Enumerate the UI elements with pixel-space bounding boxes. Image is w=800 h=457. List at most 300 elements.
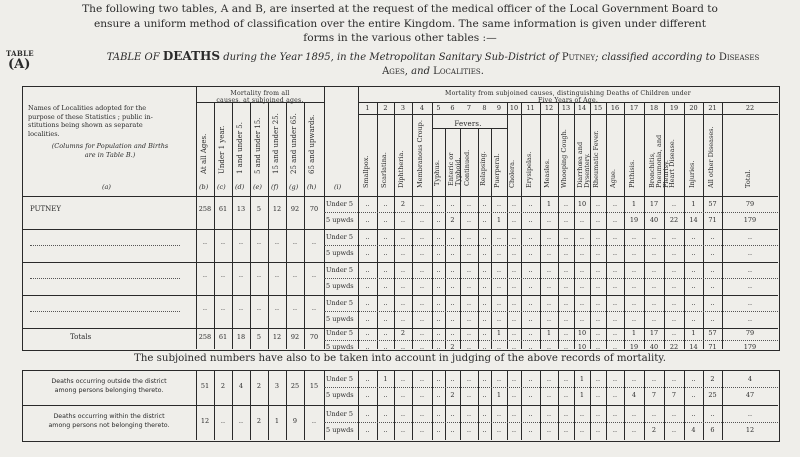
cause-col-number: 15: [593, 104, 603, 112]
row-name-line-2: among persons belonging thereto.: [54, 386, 164, 394]
upwards-5-value: ..: [400, 343, 406, 351]
names-note-2: are in Table B.): [84, 150, 136, 159]
upwards-5-value: ..: [631, 426, 637, 434]
under-5-value: ..: [400, 299, 406, 307]
under-5-value: 1: [691, 200, 696, 208]
upwards-5-value: ..: [511, 282, 517, 290]
upwards-5-label: 5 upwds: [326, 216, 354, 224]
upwards-5-value: 71: [708, 216, 717, 224]
upwards-5-value: 179: [743, 216, 757, 224]
under-5-label: Under 5: [326, 233, 353, 241]
upwards-5-value: ..: [579, 426, 585, 434]
age-value: 1: [274, 417, 280, 425]
under-5-value: ..: [496, 266, 502, 274]
under-5-value: ..: [528, 299, 533, 307]
upwards-5-value: ..: [511, 249, 517, 257]
under-5-value: ..: [563, 200, 569, 208]
upwards-5-value: ..: [365, 216, 370, 224]
under-5-value: ..: [691, 266, 696, 274]
upwards-5-value: 2: [450, 343, 455, 351]
names-header: [28, 104, 192, 159]
under-5-value: ..: [511, 375, 517, 383]
under-5-value: ..: [450, 233, 455, 241]
age-value: 12: [272, 333, 282, 341]
upwards-5-value: ..: [482, 426, 487, 434]
under-5-value: ..: [383, 329, 388, 337]
under-5-value: ..: [579, 233, 585, 241]
upwards-5-value: ..: [450, 249, 455, 257]
upwards-5-value: ..: [563, 426, 569, 434]
row-name-line-2: among persons not belonging thereto.: [48, 421, 170, 429]
under-5-value: 57: [708, 329, 717, 337]
age-value: 12: [200, 417, 210, 425]
upwards-5-value: ..: [631, 315, 637, 323]
names-line-1: Names of Localities adopted for the: [28, 104, 147, 112]
cause-col-header: Scarlatina.: [379, 152, 388, 188]
upwards-5-value: ..: [612, 282, 618, 290]
upwards-5-value: 40: [649, 343, 659, 351]
under-5-value: 2: [400, 200, 406, 208]
cause-col-number: 18: [649, 104, 659, 112]
cause-col-number: 3: [400, 104, 406, 112]
upwards-5-value: 19: [629, 343, 639, 351]
age-value: 25: [290, 382, 300, 390]
upwards-5-value: ..: [436, 315, 441, 323]
upwards-5-value: ..: [579, 216, 585, 224]
under-5-value: ..: [365, 266, 370, 274]
under-5-value: ..: [511, 266, 517, 274]
age-value: 70: [309, 205, 319, 213]
under-5-value: 57: [708, 200, 717, 208]
cause-col-number: 2: [383, 104, 388, 112]
age-value: ..: [311, 271, 317, 279]
cause-col-header: Enteric or Typhoid.: [446, 152, 462, 186]
upwards-5-value: ..: [450, 426, 455, 434]
under-5-value: ..: [511, 299, 517, 307]
upwards-5-value: ..: [365, 343, 370, 351]
upwards-5-value: ..: [595, 426, 601, 434]
under-5-value: ..: [496, 233, 502, 241]
age-value: ..: [220, 417, 226, 425]
upwards-5-value: ..: [400, 391, 406, 399]
upwards-5-value: ..: [546, 282, 552, 290]
upwards-5-value: ..: [612, 391, 618, 399]
age-col-letter: (d): [235, 183, 245, 191]
subjoined-note: The subjoined numbers have also to be taken into account in judging of the above records of mortality.: [134, 353, 666, 364]
cause-col-number: 17: [629, 104, 639, 112]
under-5-value: ..: [595, 410, 601, 418]
mortality-all-line-1: Mortality from all: [230, 90, 290, 97]
age-value: ..: [311, 417, 317, 425]
age-value: 92: [290, 333, 300, 341]
under-5-value: ..: [482, 375, 487, 383]
under-5-value: ..: [365, 299, 370, 307]
upwards-5-value: ..: [511, 391, 517, 399]
under-5-value: ..: [436, 375, 441, 383]
under-5-value: ..: [579, 299, 585, 307]
intro-line-2: ensure a uniform method of classification over the entire Kingdom. The same information is given under different: [93, 17, 707, 30]
under-5-value: ..: [436, 410, 441, 418]
under-5-value: 79: [745, 329, 755, 337]
upwards-5-value: ..: [419, 343, 425, 351]
upwards-5-value: ..: [579, 282, 585, 290]
under-5-value: ..: [563, 410, 569, 418]
upwards-5-value: ..: [383, 282, 388, 290]
upwards-5-value: 2: [450, 216, 455, 224]
title-diseases: Diseases: [718, 52, 760, 63]
upwards-5-value: ..: [511, 216, 517, 224]
cause-col-number: 6: [450, 104, 455, 112]
names-note-1: (Columns for Population and Births: [51, 142, 169, 150]
upwards-5-value: 7: [651, 391, 657, 399]
under-5-value: 1: [691, 329, 696, 337]
under-5-value: ..: [595, 266, 601, 274]
upwards-5-value: 1: [579, 391, 585, 399]
age-value: 12: [272, 205, 282, 213]
upwards-5-value: ..: [528, 426, 533, 434]
cause-col-number: 19: [669, 104, 679, 112]
upwards-5-value: ..: [546, 249, 552, 257]
under-5-value: ..: [671, 410, 677, 418]
age-value: ..: [238, 238, 244, 246]
names-line-3: stitutions being shown as separate: [28, 121, 143, 129]
under-5-value: ..: [450, 329, 455, 337]
under-5-value: ..: [612, 200, 618, 208]
upwards-5-value: ..: [496, 426, 502, 434]
upwards-5-value: ..: [365, 391, 370, 399]
cause-col-header: Diphtheria.: [397, 150, 405, 188]
upwards-5-value: ..: [579, 249, 585, 257]
under-5-value: ..: [383, 233, 388, 241]
upwards-5-value: ..: [383, 426, 388, 434]
under-5-value: ..: [482, 233, 487, 241]
under-5-value: ..: [466, 410, 472, 418]
cause-col-header: Puerperal.: [493, 153, 501, 188]
upwards-5-value: 71: [708, 343, 717, 351]
age-value: 258: [198, 333, 212, 341]
under-5-value: ..: [482, 200, 487, 208]
under-5-label: Under 5: [326, 200, 353, 208]
age-value: ..: [238, 417, 244, 425]
upwards-5-value: ..: [528, 315, 533, 323]
upwards-5-value: ..: [365, 426, 370, 434]
under-5-value: ..: [691, 410, 696, 418]
under-5-value: ..: [496, 410, 502, 418]
under-5-value: 17: [649, 329, 659, 337]
upwards-5-value: ..: [691, 391, 696, 399]
under-5-value: ..: [450, 200, 455, 208]
cause-col-number: 10: [509, 104, 519, 112]
under-5-value: ..: [631, 266, 637, 274]
mortality-sub-header: [358, 90, 778, 104]
under-5-value: ..: [466, 233, 472, 241]
upwards-5-label: 5 upwds: [326, 426, 354, 434]
under-5-value: ..: [691, 299, 696, 307]
under-5-value: ..: [631, 410, 637, 418]
upwards-5-value: ..: [400, 216, 406, 224]
upwards-5-value: ..: [651, 282, 657, 290]
under-5-value: ..: [651, 266, 657, 274]
upwards-5-value: ..: [419, 282, 425, 290]
under-5-value: ..: [528, 375, 533, 383]
upwards-5-value: ..: [563, 315, 569, 323]
upwards-5-value: ..: [419, 391, 425, 399]
under-5-value: ..: [365, 233, 370, 241]
under-5-value: ..: [612, 299, 618, 307]
under-5-value: ..: [511, 200, 517, 208]
under-5-value: ..: [419, 233, 425, 241]
title-localities: Localities.: [433, 66, 484, 77]
upwards-5-value: ..: [466, 426, 472, 434]
under-5-value: 2: [710, 375, 715, 383]
under-5-value: ..: [419, 299, 425, 307]
cause-col-header: Cholera.: [508, 159, 516, 188]
under-5-value: ..: [528, 200, 533, 208]
upwards-5-value: ..: [466, 391, 472, 399]
under-5-value: ..: [671, 299, 677, 307]
age-col-letter: (b): [199, 183, 209, 191]
age-value: 2: [256, 417, 262, 425]
upwards-5-value: ..: [383, 249, 388, 257]
upwards-5-value: ..: [400, 315, 406, 323]
mortality-all-line-2: causes, at subjoined ages.: [216, 97, 304, 104]
upwards-5-value: 22: [669, 216, 679, 224]
upwards-5-value: 4: [691, 426, 696, 434]
under-5-value: ..: [595, 299, 601, 307]
age-value: 3: [274, 382, 280, 390]
cause-col-header: Relapsing.: [478, 151, 487, 186]
under-5-value: ..: [563, 329, 569, 337]
cause-col-header: Ague.: [609, 169, 617, 188]
age-value: 18: [236, 333, 246, 341]
age-value: ..: [292, 271, 298, 279]
upwards-5-value: 2: [450, 391, 455, 399]
under-5-value: ..: [383, 410, 388, 418]
age-value: 61: [218, 205, 228, 213]
age-col-letter: (g): [289, 183, 299, 191]
age-value: 13: [236, 205, 246, 213]
upwards-5-value: 14: [689, 343, 698, 351]
cause-col-header: Whooping Cough.: [560, 129, 568, 188]
under-5-value: ..: [528, 233, 533, 241]
upwards-5-value: ..: [747, 315, 753, 323]
age-value: 2: [256, 382, 262, 390]
outside-row-name: [24, 413, 194, 430]
age-value: 61: [218, 333, 228, 341]
age-col-letter: (h): [307, 183, 317, 191]
under-5-value: ..: [400, 410, 406, 418]
under-5-value: 1: [579, 375, 585, 383]
title-deaths: DEATHS: [162, 49, 220, 63]
under-5-label: Under 5: [326, 329, 353, 337]
under-5-value: ..: [482, 329, 487, 337]
under-5-value: ..: [419, 200, 425, 208]
under-5-value: ..: [365, 375, 370, 383]
upwards-5-value: ..: [466, 249, 472, 257]
upwards-5-value: ..: [436, 282, 441, 290]
upwards-5-value: ..: [563, 249, 569, 257]
cause-col-header: Total.: [744, 169, 752, 188]
under-5-value: ..: [528, 329, 533, 337]
upwards-5-value: 12: [745, 426, 755, 434]
age-value: 92: [290, 205, 300, 213]
under-5-value: ..: [671, 200, 677, 208]
upwards-5-value: ..: [450, 315, 455, 323]
table-title: [88, 49, 778, 79]
upwards-5-value: 1: [496, 391, 502, 399]
upwards-5-value: 40: [649, 216, 659, 224]
under-5-value: ..: [383, 299, 388, 307]
upwards-5-value: ..: [419, 426, 425, 434]
upwards-5-value: ..: [436, 426, 441, 434]
under-5-value: ..: [579, 410, 585, 418]
under-5-value: ..: [710, 266, 715, 274]
cause-col-header: Smallpox.: [361, 155, 370, 188]
age-col-header: At all Ages.: [200, 133, 208, 174]
cause-col-number: 12: [544, 104, 554, 112]
cause-col-header: Typhus.: [432, 160, 441, 186]
table-label: TABLE: [6, 49, 34, 58]
title-ages: Ages,: [382, 66, 408, 77]
cause-col-header: Measles.: [543, 158, 551, 188]
under-5-value: ..: [651, 410, 657, 418]
upwards-5-value: ..: [528, 282, 533, 290]
upwards-5-value: ..: [365, 315, 370, 323]
age-value: ..: [311, 304, 317, 312]
cause-col-number: 13: [561, 104, 571, 112]
cause-col-number: 22: [745, 104, 755, 112]
upwards-5-value: ..: [383, 216, 388, 224]
upwards-5-value: ..: [612, 249, 618, 257]
upwards-5-value: ..: [482, 343, 487, 351]
upwards-5-value: ..: [651, 249, 657, 257]
under-5-value: ..: [400, 375, 406, 383]
under-5-value: ..: [436, 200, 441, 208]
under-5-value: ..: [496, 200, 502, 208]
age-value: ..: [292, 238, 298, 246]
intro-paragraph: [20, 2, 780, 46]
cause-col-header: Bronchitis, Pneumonia, and Pleurisy.: [648, 134, 670, 188]
upwards-5-label: 5 upwds: [326, 315, 354, 323]
under-5-value: ..: [511, 233, 517, 241]
upwards-5-value: ..: [511, 315, 517, 323]
age-value: ..: [202, 304, 208, 312]
under-5-value: ..: [466, 266, 472, 274]
under-5-value: ..: [450, 266, 455, 274]
cause-col-header: Continued.: [463, 149, 471, 186]
under-5-value: ..: [671, 266, 677, 274]
upwards-5-value: ..: [419, 249, 425, 257]
under-5-value: 79: [745, 200, 755, 208]
under-5-value: ..: [482, 410, 487, 418]
upwards-5-value: ..: [595, 216, 601, 224]
upwards-5-value: ..: [691, 315, 696, 323]
upwards-5-value: ..: [400, 282, 406, 290]
under-5-value: ..: [747, 266, 753, 274]
cause-col-header: Membranous Croup.: [416, 120, 424, 188]
cause-col-header: Erysipelas.: [524, 151, 533, 188]
under-5-label: Under 5: [326, 266, 353, 274]
age-value: ..: [202, 271, 208, 279]
under-5-value: ..: [496, 299, 502, 307]
under-5-value: ..: [612, 233, 618, 241]
under-5-value: ..: [365, 329, 370, 337]
age-value: ..: [202, 238, 208, 246]
under-5-value: 4: [747, 375, 753, 383]
upwards-5-value: ..: [511, 426, 517, 434]
age-value: ..: [220, 304, 226, 312]
upwards-5-value: ..: [612, 216, 618, 224]
upwards-5-value: ..: [546, 343, 552, 351]
upwards-5-value: 14: [689, 216, 698, 224]
upwards-5-label: 5 upwds: [326, 249, 354, 257]
under-5-value: 1: [631, 200, 637, 208]
upwards-5-value: ..: [546, 426, 552, 434]
under-5-value: ..: [400, 266, 406, 274]
upwards-5-value: ..: [436, 391, 441, 399]
under-5-value: ..: [546, 410, 552, 418]
age-col-letter: (c): [217, 183, 226, 191]
under-5-value: ..: [466, 375, 472, 383]
under-5-value: ..: [436, 233, 441, 241]
age-value: ..: [274, 304, 280, 312]
under-5-value: ..: [595, 200, 601, 208]
upwards-5-value: ..: [671, 282, 677, 290]
under-5-value: ..: [563, 233, 569, 241]
upwards-5-value: ..: [466, 282, 472, 290]
upwards-5-value: ..: [482, 216, 487, 224]
upwards-5-value: ..: [710, 249, 715, 257]
cause-col-number: 7: [466, 104, 472, 112]
under-5-value: ..: [436, 299, 441, 307]
cause-col-number: 8: [482, 104, 487, 112]
under-5-value: ..: [466, 329, 472, 337]
upwards-5-value: ..: [595, 249, 601, 257]
upwards-5-value: ..: [496, 249, 502, 257]
upwards-5-label: 5 upwds: [326, 391, 354, 399]
under-5-value: ..: [747, 233, 753, 241]
upwards-5-value: ..: [365, 282, 370, 290]
upwards-5-value: ..: [466, 216, 472, 224]
cause-col-header: Injuries.: [687, 160, 696, 188]
under-5-value: 1: [546, 200, 552, 208]
under-5-value: ..: [383, 200, 388, 208]
upwards-5-value: 10: [577, 343, 587, 351]
upwards-5-value: ..: [528, 343, 533, 351]
age-value: 5: [256, 333, 262, 341]
under-5-value: ..: [710, 299, 715, 307]
age-col-header: Under 1 year.: [218, 125, 226, 174]
upwards-5-value: 19: [629, 216, 639, 224]
upwards-5-value: ..: [466, 315, 472, 323]
under-5-value: ..: [436, 329, 441, 337]
under-5-value: ..: [710, 233, 715, 241]
upwards-5-value: ..: [482, 315, 487, 323]
upwards-5-value: ..: [612, 426, 618, 434]
cause-col-number: 11: [526, 104, 535, 112]
under-5-label: Under 5: [326, 375, 353, 383]
upwards-5-value: ..: [710, 282, 715, 290]
upwards-5-value: ..: [595, 282, 601, 290]
under-5-value: 1: [496, 329, 502, 337]
upwards-5-value: 179: [743, 343, 757, 351]
upwards-5-value: ..: [579, 315, 585, 323]
age-value: ..: [311, 238, 317, 246]
age-value: 15: [309, 382, 319, 390]
age-value: 2: [220, 382, 226, 390]
under-5-value: ..: [671, 329, 677, 337]
upwards-5-value: ..: [383, 391, 388, 399]
